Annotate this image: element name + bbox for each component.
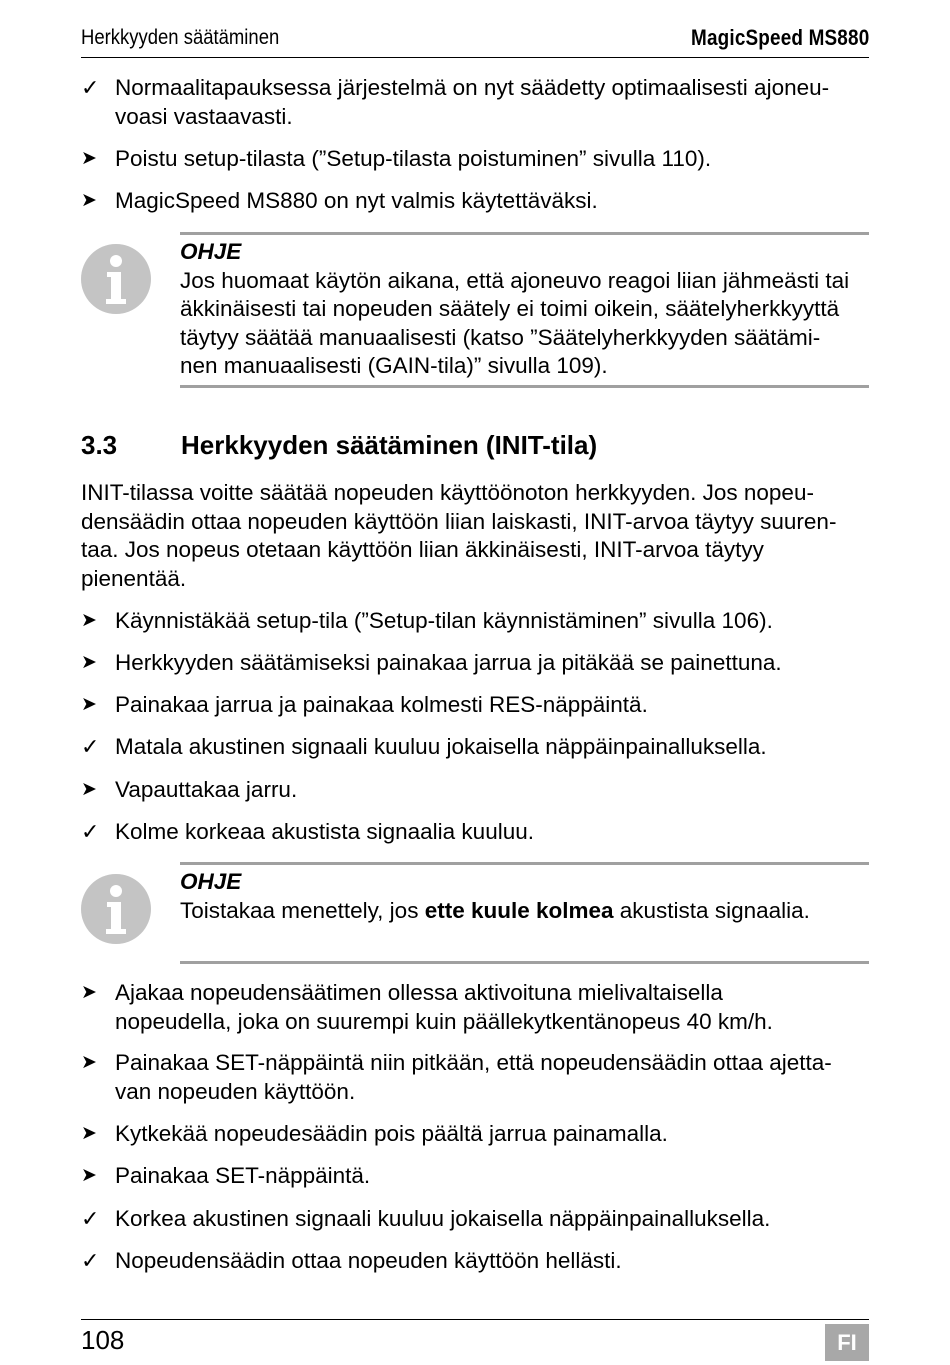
arrow-icon: ➤ — [81, 1123, 97, 1144]
check-icon: ✓ — [81, 1248, 100, 1273]
list-item-text: Painakaa jarrua ja painakaa kolmesti RES-näppäintä. — [115, 692, 648, 717]
arrow-icon: ➤ — [81, 652, 97, 673]
note-text — [180, 897, 869, 926]
arrow-icon: ➤ — [81, 779, 97, 800]
note-text-end: akustista signaalia. — [613, 897, 810, 923]
page-header — [81, 26, 869, 58]
list-item-text: Vapauttakaa jarru. — [115, 777, 298, 802]
arrow-icon: ➤ — [81, 1052, 97, 1073]
arrow-icon: ➤ — [81, 982, 97, 1003]
info-icon — [81, 874, 151, 944]
language-badge: FI — [825, 1324, 869, 1361]
note-text-emphasis: ette kuule kolmea — [424, 897, 614, 923]
note-title: OHJE — [180, 239, 242, 264]
list-item-text: MagicSpeed MS880 on nyt valmis käytettäväksi. — [115, 188, 598, 213]
list-item-text: Käynnistäkää setup-tila (”Setup-tilan käynnistäminen” sivulla 106). — [115, 608, 773, 633]
arrow-icon: ➤ — [81, 190, 97, 211]
list-item-text: Korkea akustinen signaali kuuluu jokaisella näppäinpainalluksella. — [115, 1206, 771, 1231]
check-icon: ✓ — [81, 75, 100, 100]
list-item-text: Herkkyyden säätämiseksi painakaa jarrua ja pitäkää se painettuna. — [115, 650, 782, 675]
list-item-text: Matala akustinen signaali kuuluu jokaisella näppäinpainalluksella. — [115, 734, 767, 759]
intro-paragraph: INIT-tilassa voitte säätää nopeuden käyttöönoton herkkyyden. Jos nopeu- densäädin ottaa nopeuden käyttöön liian laiskasti, INIT-arvoa täytyy suuren- taa. Jos nopeus otetaan käyttöön liian äkkinäisesti, INIT-arvoa täytyy pienentää. — [81, 480, 837, 591]
page-number: 108 — [81, 1325, 125, 1355]
list-item-text: Nopeudensäädin ottaa nopeuden käyttöön hellästi. — [115, 1248, 622, 1273]
list-item-text: Kolme korkeaa akustista signaalia kuuluu. — [115, 819, 534, 844]
list-item-text: Painakaa SET-näppäintä niin pitkään, että nopeudensäädin ottaa ajetta- van nopeuden käyttöön. — [115, 1050, 832, 1104]
check-icon: ✓ — [81, 819, 100, 844]
info-icon — [81, 244, 151, 314]
section-number: 3.3 — [81, 430, 118, 460]
note-text: Jos huomaat käytön aikana, että ajoneuvo reagoi liian jähmeästi tai äkkinäisesti tai nopeuden säätely ei toimi oikein, säätelyherkkyyttä täytyy säätää manuaalisesti (katso ”Säätelyherkkyyden säätämi- nen manuaalisesti (GAIN-tila)” sivulla 109). — [180, 267, 850, 378]
note-content — [180, 862, 869, 964]
page-footer — [81, 1319, 869, 1355]
arrow-icon: ➤ — [81, 694, 97, 715]
arrow-icon: ➤ — [81, 1165, 97, 1186]
list-item-text: Ajakaa nopeudensäätimen ollessa aktivoituna mielivaltaisella nopeudella, joka on suurempi kuin päällekytkentänopeus 40 km/h. — [115, 980, 773, 1034]
list-item-text: Normaalitapauksessa järjestelmä on nyt säädetty optimaalisesti ajoneu- voasi vastaavasti. — [115, 75, 830, 129]
arrow-icon: ➤ — [81, 610, 97, 631]
section-title: Herkkyyden säätäminen (INIT-tila) — [181, 430, 598, 460]
list-item-text: Kytkekää nopeudesäädin pois päältä jarrua painamalla. — [115, 1121, 668, 1146]
header-product-name: MagicSpeed MS880 — [690, 25, 869, 50]
list-item-text: Poistu setup-tilasta (”Setup-tilasta poistuminen” sivulla 110). — [115, 146, 712, 171]
note-content — [180, 232, 869, 388]
note-title: OHJE — [180, 869, 242, 894]
list-item-text: Painakaa SET-näppäintä. — [115, 1163, 371, 1188]
check-icon: ✓ — [81, 1206, 100, 1231]
arrow-icon: ➤ — [81, 148, 97, 169]
header-chapter-title: Herkkyyden säätäminen — [81, 26, 280, 49]
check-icon: ✓ — [81, 734, 100, 759]
manual-page — [81, 0, 869, 1365]
note-text-start: Toistakaa menettely, jos — [180, 897, 425, 923]
